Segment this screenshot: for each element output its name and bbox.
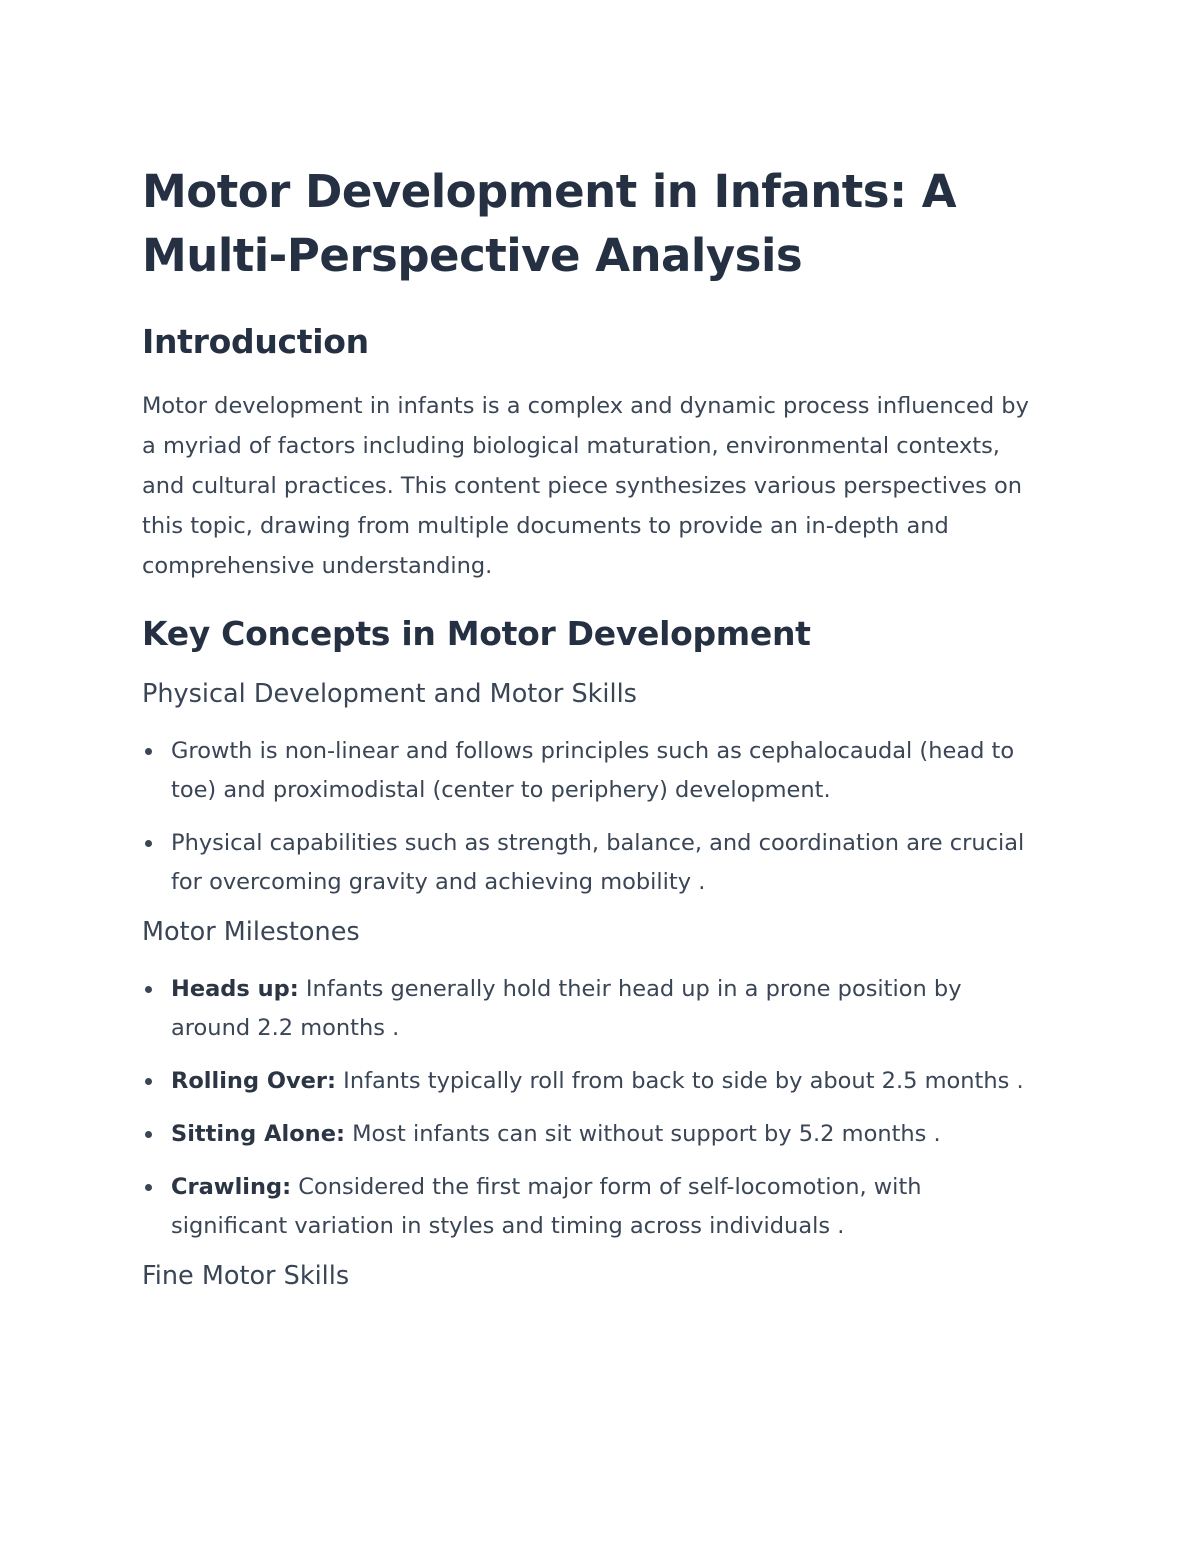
physical-development-heading: Physical Development and Motor Skills	[142, 679, 637, 709]
list-item: Growth is non-linear and follows principles such as cephalocaudal (head to toe) and proximodistal (center to periphery) development.	[142, 732, 1042, 810]
physical-development-list	[142, 732, 1042, 902]
milestone-text: Infants generally hold their head up in a prone position by around 2.2 months .	[171, 976, 962, 1041]
milestone-text: Infants typically roll from back to side by about 2.5 months .	[336, 1068, 1024, 1094]
document-title: Motor Development in Infants: A Multi-Perspective Analysis	[142, 165, 957, 282]
key-concepts-heading: Key Concepts in Motor Development	[142, 614, 811, 653]
milestone-term: Heads up:	[171, 976, 299, 1002]
introduction-paragraph: Motor development in infants is a complex and dynamic process influenced by a myriad of factors including biological maturation, environmental contexts, and cultural practices. This content piece synthesizes various perspectives on this topic, drawing from multiple documents to provide an in-depth and comprehensive understanding.	[142, 393, 1029, 579]
list-item	[142, 970, 1042, 1048]
list-item	[142, 1168, 1042, 1246]
motor-milestones-heading: Motor Milestones	[142, 917, 360, 947]
list-item	[142, 1115, 1042, 1154]
milestone-text: Most infants can sit without support by 5.2 months .	[344, 1121, 941, 1147]
milestone-term: Crawling:	[171, 1174, 292, 1200]
introduction-heading: Introduction	[142, 322, 369, 361]
motor-milestones-list	[142, 970, 1042, 1246]
milestone-term: Rolling Over:	[171, 1068, 337, 1094]
milestone-term: Sitting Alone:	[171, 1121, 345, 1147]
list-item: Physical capabilities such as strength, balance, and coordination are crucial for overcoming gravity and achieving mobility .	[142, 824, 1042, 902]
list-item	[142, 1062, 1042, 1101]
document-page	[142, 160, 1042, 1294]
fine-motor-skills-heading: Fine Motor Skills	[142, 1261, 350, 1291]
milestone-text: Considered the first major form of self-locomotion, with significant variation in styles and timing across individuals .	[171, 1174, 922, 1239]
